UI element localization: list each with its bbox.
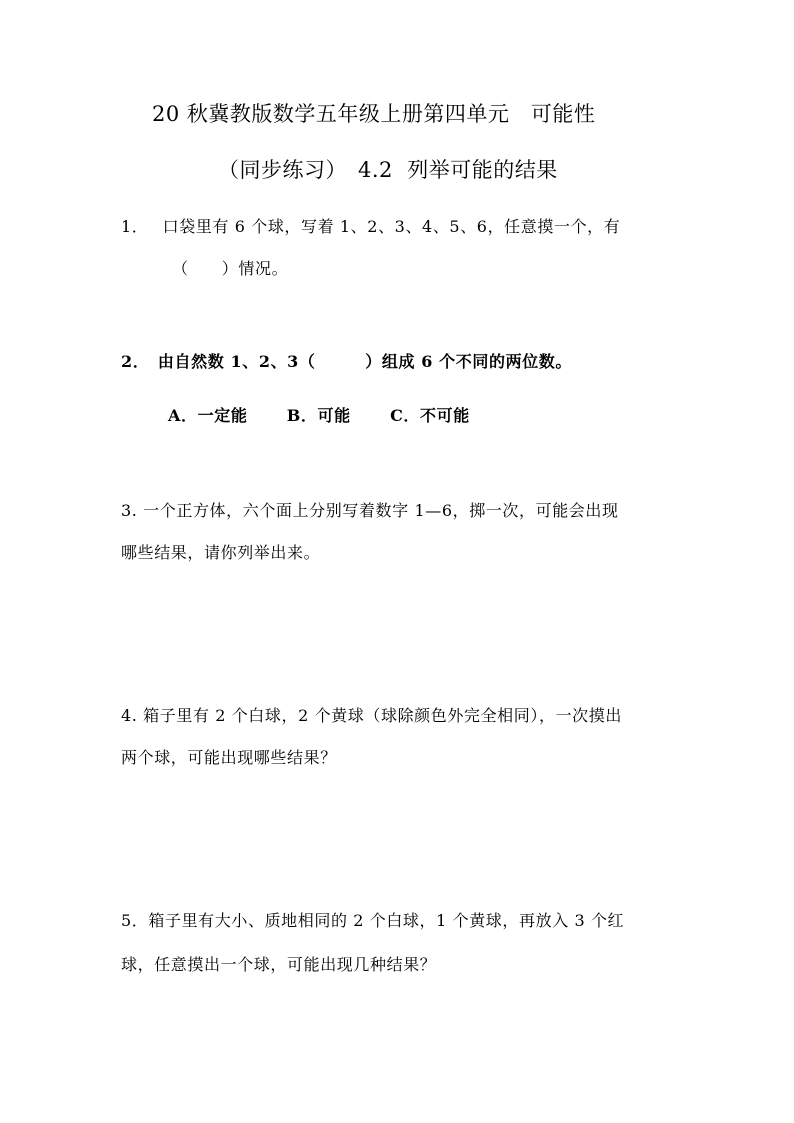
question-5-line-2: 球，任意摸出一个球，可能出现几种结果？ (121, 955, 437, 974)
question-2-options: A．一定能 B．可能 C．不可能 (168, 406, 470, 425)
question-3-line-1: 3. 一个正方体，六个面上分别写着数字 1—6，掷一次，可能会出现 (121, 501, 619, 520)
question-4-line-2: 两个球，可能出现哪些结果？ (121, 748, 337, 767)
question-4-line-1: 4. 箱子里有 2 个白球，2 个黄球（球除颜色外完全相同），一次摸出 (121, 706, 622, 725)
question-1-line-1: 1． 口袋里有 6 个球，写着 1、2、3、4、5、6，任意摸一个，有 (121, 217, 621, 236)
question-2-line-1: 2． 由自然数 1、2、3（ ）组成 6 个不同的两位数。 (121, 352, 572, 371)
question-5-line-1: 5．箱子里有大小、质地相同的 2 个白球，1 个黄球，再放入 3 个红 (121, 911, 625, 930)
title-line-1: 20 秋冀教版数学五年级上册第四单元 可能性 (152, 102, 596, 126)
question-1-line-2: （ ）情况。 (172, 259, 289, 278)
question-3-line-2: 哪些结果，请你列举出来。 (121, 543, 321, 562)
title-line-2: （同步练习） 4.2 列举可能的结果 (218, 158, 558, 182)
